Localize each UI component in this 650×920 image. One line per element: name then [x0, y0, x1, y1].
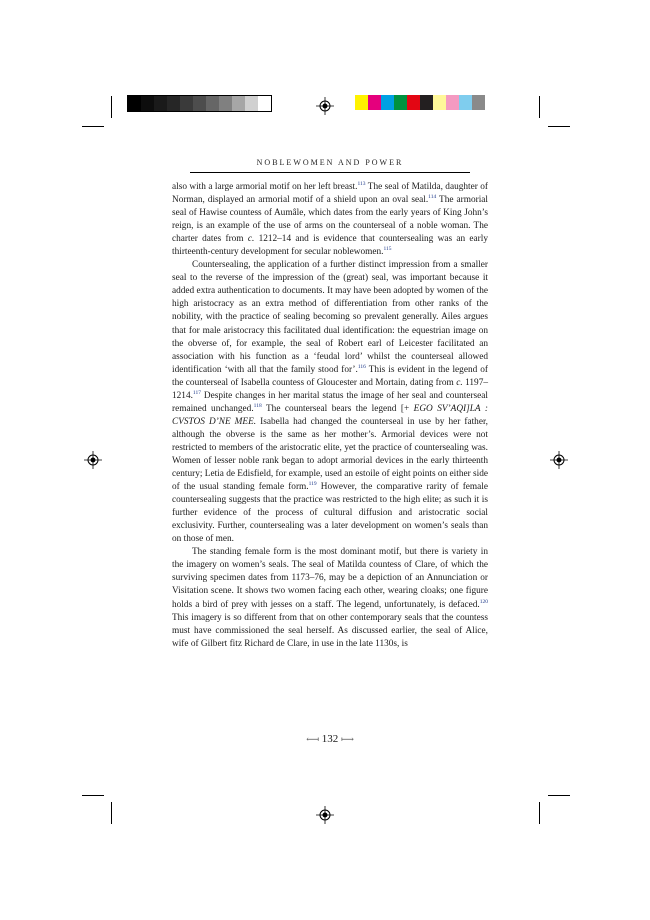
body-text	[172, 181, 488, 651]
registration-target-icon	[550, 451, 568, 469]
footnote-ref: 115	[383, 246, 392, 253]
text-run: This imagery is so different from that on other contemporary seals that the countess must have commissioned the seal herself. As discussed earlier, the seal of Alice, wife of Gilbert fitz Richard de Clare, in use in the late 1130s, is	[172, 612, 488, 649]
registration-target-icon	[316, 806, 334, 824]
text-run: The counterseal bears the legend [+	[261, 403, 414, 414]
gray-swatch	[219, 96, 232, 111]
gray-swatch	[193, 96, 206, 111]
running-header: NOBLEWOMEN AND POWER	[256, 158, 404, 167]
crop-mark	[82, 126, 104, 127]
crop-mark	[82, 795, 104, 796]
text-run: This is evident in the legend of the counterseal of Isabella countess of Gloucester and Mortain, dating from	[172, 364, 488, 388]
footnote-ref: 118	[253, 402, 262, 409]
paragraph	[172, 546, 488, 650]
text-run: also with a large armorial motif on her left breast.	[172, 182, 358, 192]
text-run: Countersealing, the application of a further distinct impression from a smaller seal to the reverse of the impression of the (great) seal, was important because it added extra authentication to documents. It may have been adopted by women of the high aristocracy as an extra method of differentiation from other ranks of the nobility, with the practice of sealing becoming so prevalent generally. Ailes argues that for male aristocracy this facilitated dual identification: the equestrian image on the obverse of, for example, the seal of Robert earl of Leicester facilitated an association with his function as a ‘feudal lord’ whilst the counterseal allowed identification ‘with all that the family stood for’.	[172, 260, 488, 375]
footnote-ref: 119	[308, 481, 317, 488]
footnote-ref: 114	[428, 194, 437, 201]
text-run: 1197–1214.	[172, 377, 488, 401]
gray-swatch	[245, 96, 258, 111]
gray-swatch	[258, 96, 271, 111]
paragraph	[172, 181, 488, 259]
paragraph	[172, 259, 488, 546]
italic-text: EGO SV’AQI]LA : CVSTOS D’NE MEE.	[172, 403, 488, 427]
color-calibration-bar	[355, 95, 485, 110]
color-swatch	[407, 95, 420, 110]
text-run: The armorial seal of Hawise countess of Aumâle, which dates from the early years of King John’s reign, is an example of the use of arms on the counterseal of a noble woman. The charter dates from	[172, 195, 488, 245]
registration-target-icon	[316, 97, 334, 115]
crop-mark	[539, 802, 540, 824]
color-swatch	[433, 95, 446, 110]
gray-swatch	[206, 96, 219, 111]
gray-swatch	[180, 96, 193, 111]
crop-mark	[111, 802, 112, 824]
gray-swatch	[128, 96, 141, 111]
text-run: The seal of Matilda, daughter of Norman, displayed an armorial motif of a shield upon an oval seal.	[172, 182, 488, 206]
text-run: 1212–14 and is evidence that countersealing was an early thirteenth-century development for secular noblewomen.	[172, 234, 488, 258]
crop-mark	[539, 96, 540, 118]
footnote-ref: 117	[192, 389, 201, 396]
text-run: Despite changes in her marital status the image of her seal and counterseal remained unchanged.	[172, 390, 488, 414]
registration-target-icon	[84, 451, 102, 469]
text-run: Isabella had changed the counterseal in use by her father, although the obverse is the same as her mother’s. Armorial devices were not restricted to members of the aristocratic elite, yet the practice of countersealing was. Women of lesser noble rank began to adopt armorial devices in the early thirteenth century; Letia de Edisfield, for example, used an estoile of eight points on either side of the usual standing female form.	[172, 416, 488, 493]
grayscale-calibration-bar	[127, 95, 272, 112]
color-swatch	[355, 95, 368, 110]
gray-swatch	[232, 96, 245, 111]
color-swatch	[446, 95, 459, 110]
right-ornament-icon: ⟼	[341, 734, 354, 744]
left-ornament-icon: ⟻	[306, 734, 319, 744]
crop-mark	[111, 96, 112, 118]
crop-mark	[548, 795, 570, 796]
text-run: The standing female form is the most dominant motif, but there is variety in the imagery on women’s seals. The seal of Matilda countess of Clare, of which the surviving specimen dates from 1173–76, may be a depiction of an Annunciation or Visitation scene. It shows two women facing each other, wearing cloaks; one figure holds a bird of prey with jesses on a staff. The legend, unfortunately, is defaced.	[172, 547, 488, 610]
color-swatch	[381, 95, 394, 110]
page-folio	[300, 733, 360, 745]
crop-mark	[548, 126, 570, 127]
footnote-ref: 116	[357, 363, 366, 370]
italic-text: c.	[247, 234, 255, 245]
italic-text: c.	[456, 377, 463, 388]
footnote-ref: 113	[357, 181, 366, 187]
gray-swatch	[141, 96, 154, 111]
color-swatch	[459, 95, 472, 110]
gray-swatch	[167, 96, 180, 111]
color-swatch	[472, 95, 485, 110]
page-number: 132	[321, 733, 339, 745]
color-swatch	[394, 95, 407, 110]
footnote-ref: 120	[479, 598, 488, 605]
text-run: However, the comparative rarity of female countersealing suggests that the practice was restricted to the high elite; as such it is further evidence of the process of cultural diffusion and aristocratic social exclusivity. Further, countersealing was a later development on women’s seals than on those of men.	[172, 482, 488, 545]
header-rule	[190, 172, 470, 173]
color-swatch	[368, 95, 381, 110]
color-swatch	[420, 95, 433, 110]
gray-swatch	[154, 96, 167, 111]
